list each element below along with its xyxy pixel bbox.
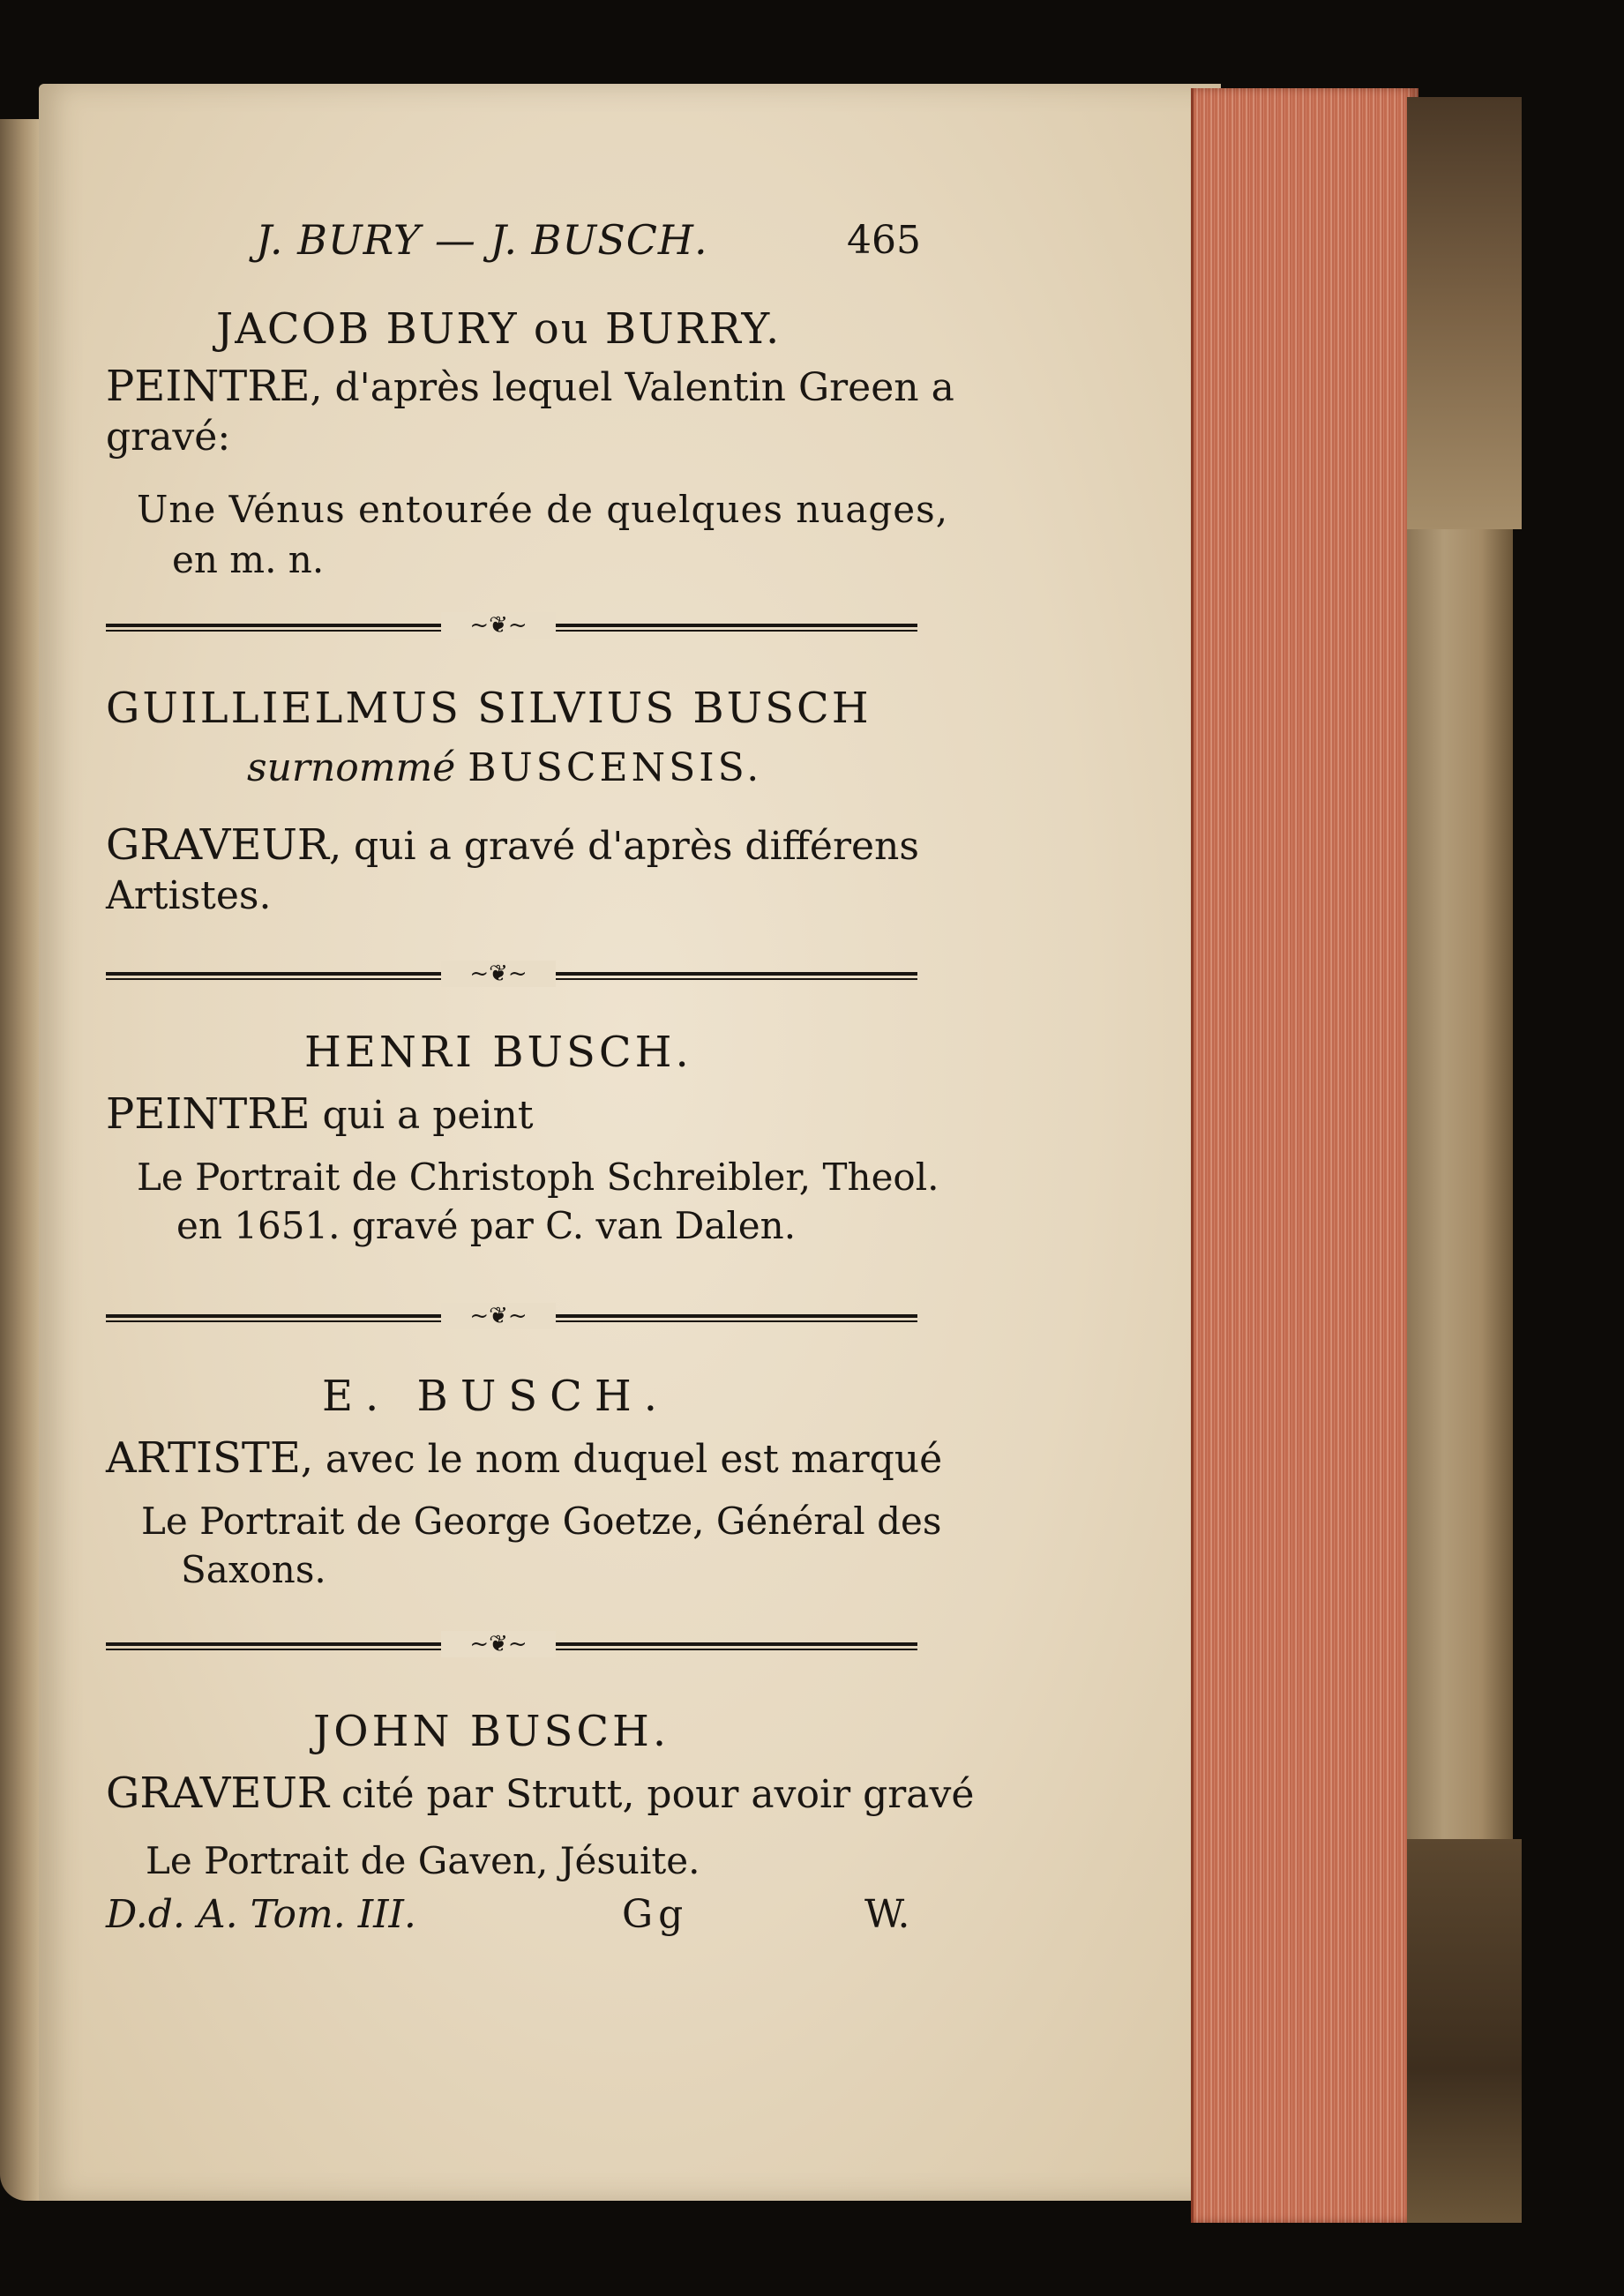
footer-catchword: W. — [864, 1892, 910, 1937]
subheading-name: BUSCENSIS. — [468, 745, 763, 790]
role-text: , d'après lequel Valentin Green a — [310, 365, 954, 410]
running-head: J. BURY — J. BUSCH. — [256, 216, 708, 264]
rule-ornament: ~❦~ — [441, 1631, 556, 1657]
cover-board-bottom — [1407, 1839, 1522, 2223]
entry-role-continuation: gravé: — [106, 415, 231, 460]
ornamental-rule — [106, 1303, 917, 1329]
entry-role-line — [106, 1433, 942, 1483]
role-text: qui a peint — [310, 1093, 534, 1138]
entry-subheading — [247, 745, 762, 790]
footer-volume-mark: D.d. A. Tom. III. — [106, 1892, 416, 1937]
entry-heading-guillielmus-busch: GUILLIELMUS SILVIUS BUSCH — [106, 684, 872, 733]
rule-ornament: ~❦~ — [441, 1303, 556, 1329]
ornamental-rule — [106, 1631, 917, 1657]
entry-role-continuation: Artistes. — [106, 873, 272, 918]
facing-page-edge — [0, 119, 42, 2201]
subheading-italic: surnommé — [247, 745, 456, 790]
work-line: Saxons. — [181, 1548, 326, 1591]
entry-heading-e-busch: E. BUSCH. — [322, 1372, 670, 1421]
work-line: Le Portrait de Christoph Schreibler, Theol. — [137, 1155, 939, 1199]
role-text: cité par Strutt, pour avoir gravé — [329, 1772, 975, 1817]
work-line: en 1651. gravé par C. van Dalen. — [176, 1204, 797, 1247]
work-line: Une Vénus entourée de quelques nuages, — [137, 488, 949, 531]
entry-role-line — [106, 362, 954, 411]
entry-role-line — [106, 1769, 974, 1818]
role-word: ARTISTE — [106, 1433, 301, 1483]
role-text: , avec le nom duquel est marqué — [300, 1437, 943, 1482]
ornamental-rule — [106, 612, 917, 639]
rule-ornament: ~❦~ — [441, 961, 556, 987]
entry-heading-john-busch: JOHN BUSCH. — [313, 1707, 670, 1756]
role-text: , qui a gravé d'après différens — [329, 824, 919, 869]
entry-role-line — [106, 1089, 534, 1139]
page-block-fore-edge — [1191, 88, 1418, 2223]
entry-heading-henri-busch: HENRI BUSCH. — [304, 1028, 692, 1077]
footer-signature: Gg — [622, 1892, 689, 1937]
ornamental-rule — [106, 961, 917, 987]
cover-board-top — [1407, 97, 1522, 529]
work-line: Le Portrait de George Goetze, Général des — [141, 1500, 942, 1543]
entry-role-line — [106, 820, 919, 870]
rule-ornament: ~❦~ — [441, 612, 556, 639]
entry-heading-jacob-bury: JACOB BURY ou BURRY. — [216, 304, 782, 354]
work-line: en m. n. — [172, 538, 325, 581]
page-number: 465 — [847, 218, 921, 263]
role-word: PEINTRE — [106, 362, 311, 411]
role-word: GRAVEUR — [106, 820, 330, 870]
role-word: PEINTRE — [106, 1089, 311, 1139]
role-word: GRAVEUR — [106, 1769, 330, 1818]
work-line: Le Portrait de Gaven, Jésuite. — [146, 1839, 700, 1882]
